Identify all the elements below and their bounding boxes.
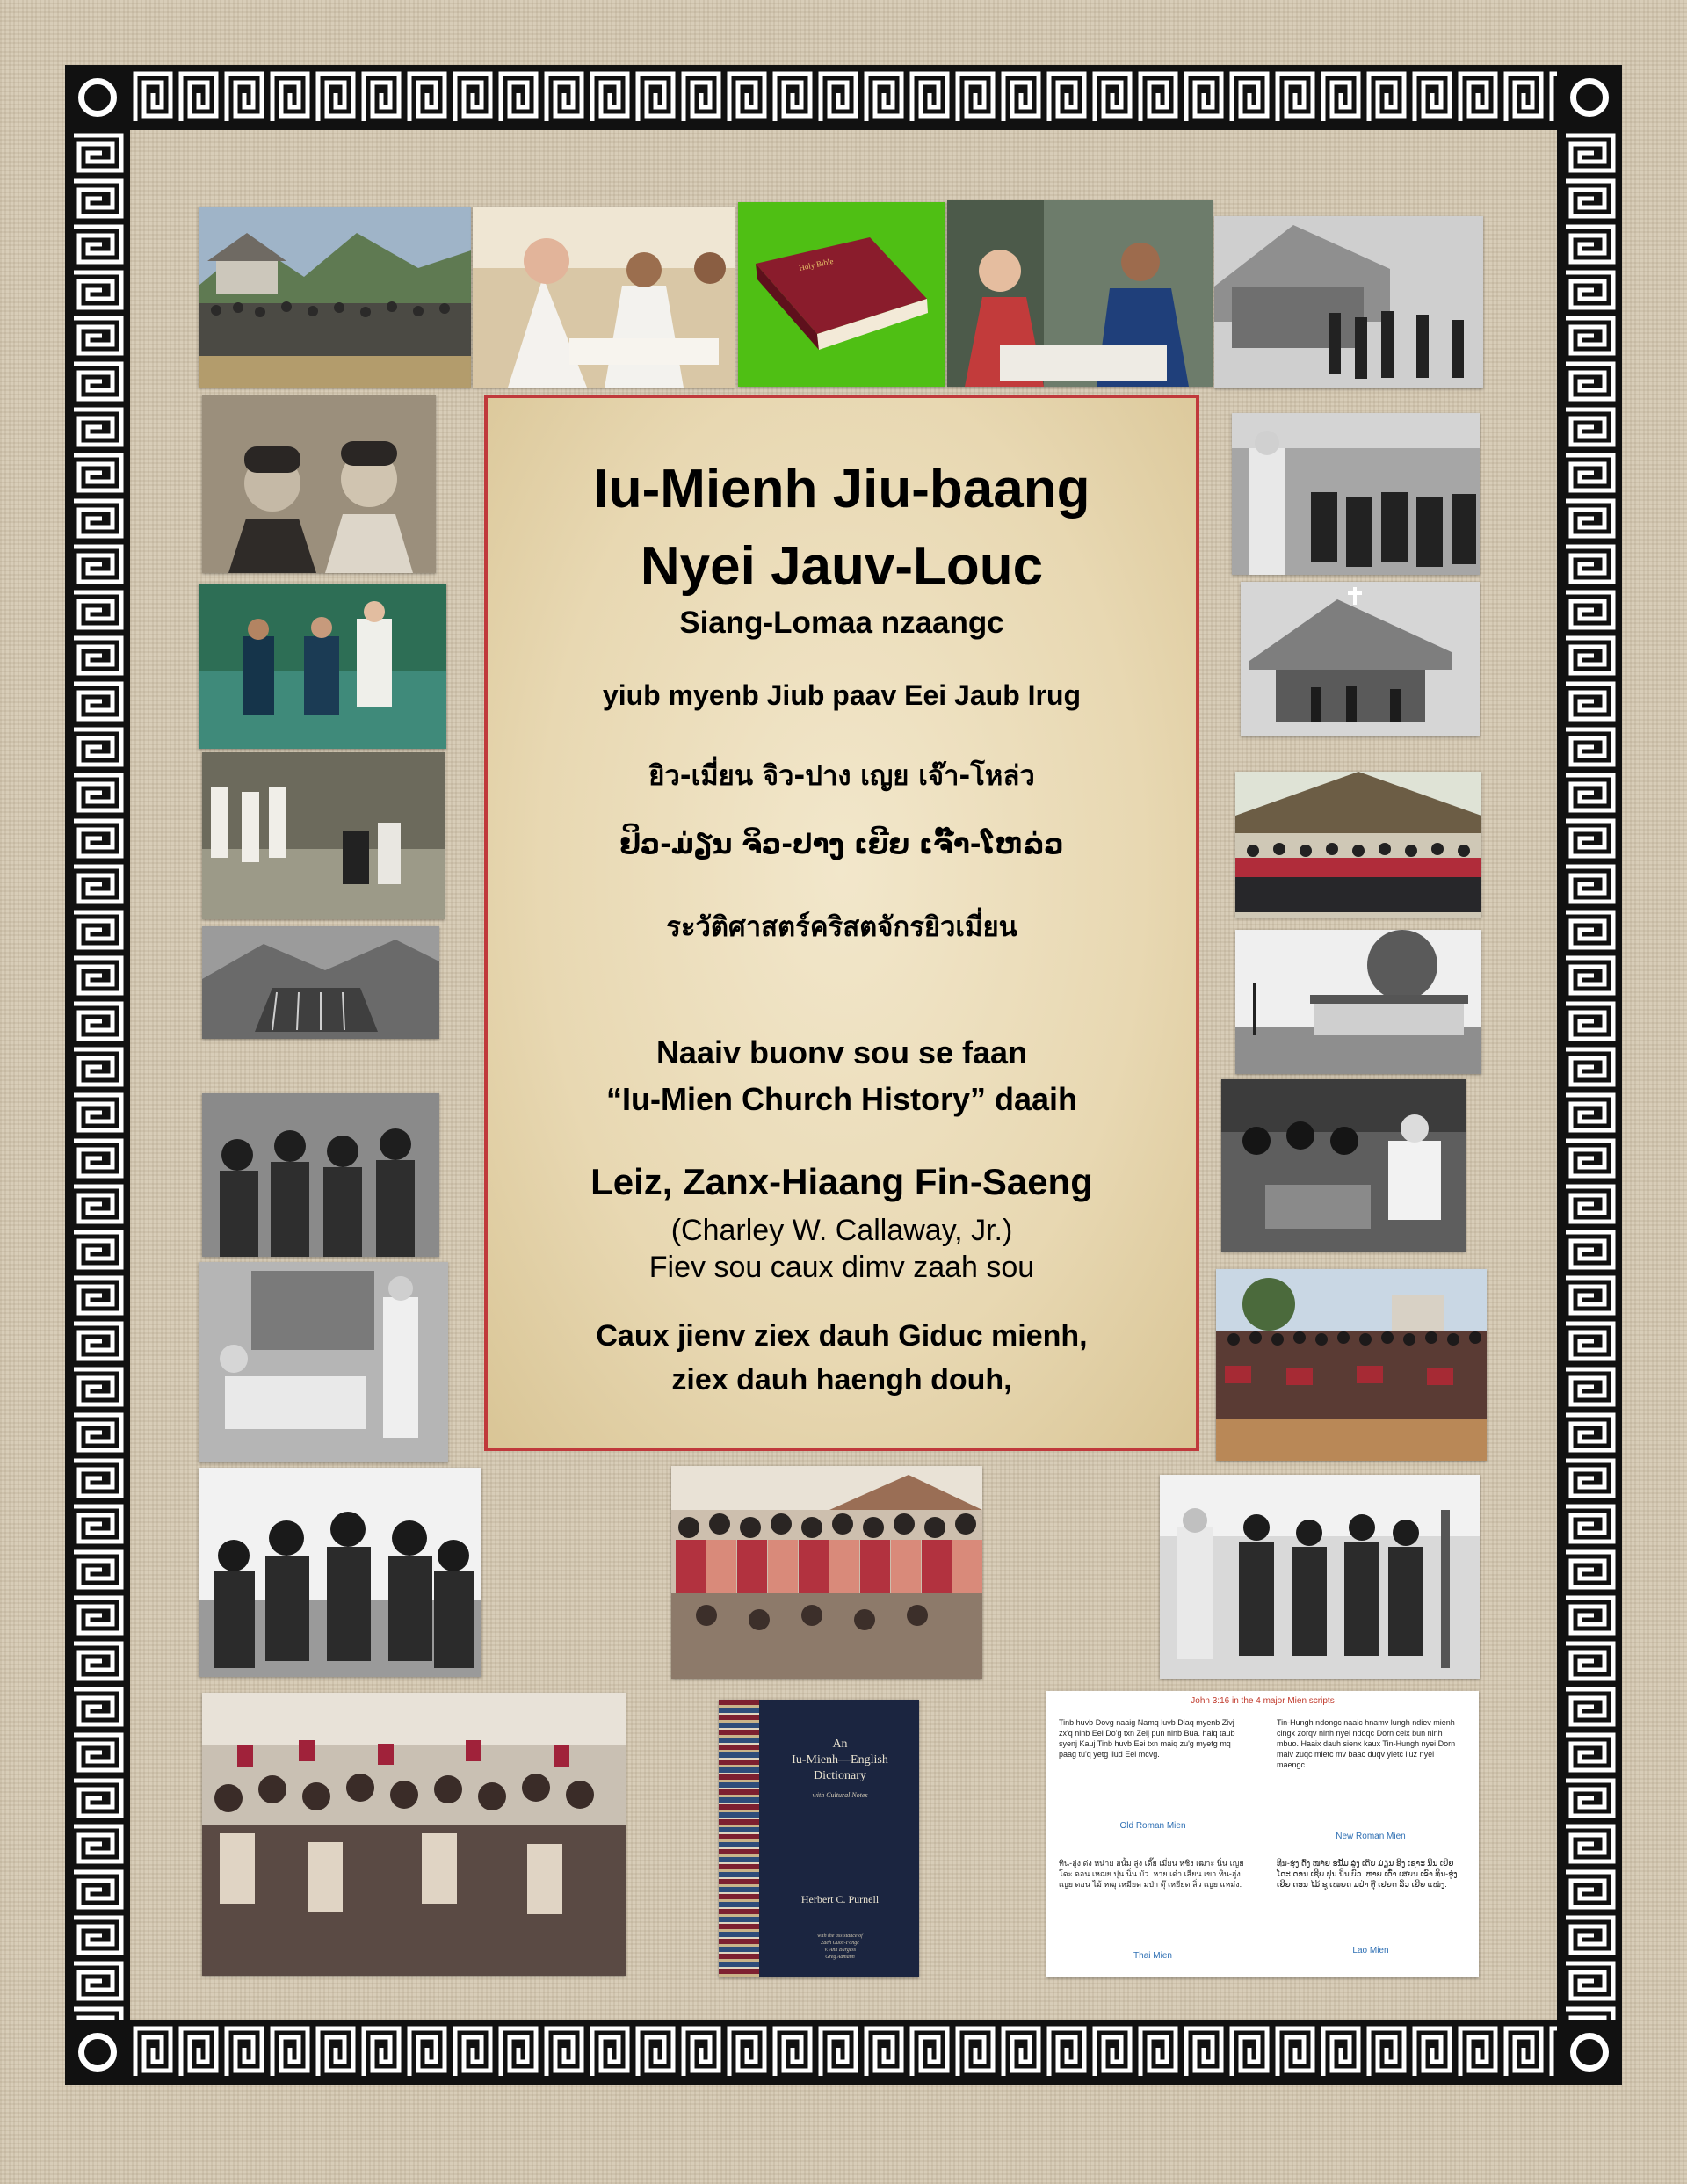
photo-church-building-field <box>1235 930 1481 1074</box>
photo-village-houses <box>202 926 439 1039</box>
dictionary-assistant: V. Ann Burgess <box>823 1948 857 1953</box>
photo-bible-book <box>738 202 945 387</box>
dictionary-title-main: Iu-Mienh—English <box>792 1753 888 1767</box>
contributors-line <box>488 1314 1196 1402</box>
corner-ornament <box>67 67 128 128</box>
new-roman-mien-text: Tin-Hungh ndongc naaic hnamv lungh ndiev mienh cingx zorqv ninh nyei ndoqc Dorn celx bun ninh mbuo. Haaix dauh sienx kaux Tin-Hungh nyei Dorn maiv zuqc mietc mv baac duqv yietc liuz nyei maengc. <box>1277 1718 1456 1769</box>
title-lao-mien: ຢິວ-ມ່ຽນ ຈິວ-ປາງ ເຍີຍ ເຈົ໊າ-ໂຫລ່ວ <box>619 829 1064 860</box>
corner-ornament <box>1559 67 1620 128</box>
book-title <box>488 451 1196 606</box>
translation-note-line-1: Naaiv buonv sou se faan <box>655 1034 1028 1070</box>
photo-schoolchildren-crowd <box>1216 1269 1487 1461</box>
border-bottom <box>130 2020 1557 2085</box>
photo-translators-table <box>473 207 735 388</box>
lao-mien-label: Lao Mien <box>1352 1946 1389 1955</box>
dictionary-spine-pattern <box>719 1700 759 1977</box>
title-thai-mien: ยิว-เมี่ยน จิว-ปาง เญย เจ๊า-โหล่ว <box>648 760 1035 792</box>
book-title-line-2: Nyei Jauv-Louc <box>640 536 1044 597</box>
photo-congregation-shelter <box>1235 772 1481 918</box>
photo-thatched-house-group <box>1214 216 1483 388</box>
dictionary-title <box>768 1737 912 1784</box>
corner-ornament <box>67 2021 128 2083</box>
author-name: Leiz, Zanx-Hiaang Fin-Saeng <box>590 1161 1093 1202</box>
photo-women-group <box>202 1093 439 1257</box>
photo-family-group-outdoors <box>1160 1475 1480 1679</box>
photo-women-reading <box>199 1468 481 1677</box>
photo-preacher-congregation <box>1232 413 1480 575</box>
thai-mien-label: Thai Mien <box>1133 1951 1172 1961</box>
title-thai: ระวัติศาสตร์คริสตจักรยิวเมี่ยน <box>666 911 1017 943</box>
contributors-line-2: ziex dauh haengh douh, <box>671 1363 1012 1397</box>
author-details <box>488 1212 1196 1286</box>
translation-note <box>488 1029 1196 1122</box>
john-card-title: John 3:16 in the 4 major Mien scripts <box>1191 1696 1335 1706</box>
border-left <box>65 130 130 2020</box>
dictionary-title-dict: Dictionary <box>814 1769 866 1782</box>
dictionary-assistant: Zaeh Guox-Fongc <box>821 1941 859 1946</box>
dictionary-author: Herbert C. Purnell <box>800 1893 880 1905</box>
photo-teacher-seated-women <box>1221 1079 1466 1252</box>
new-roman-mien-label: New Roman Mien <box>1336 1832 1406 1841</box>
photo-church-hut-cross <box>1241 582 1480 736</box>
dictionary-assistance-label: with the assistance of <box>817 1934 863 1939</box>
book-subtitle: Siang-Lomaa nzaangc <box>679 606 1004 640</box>
old-roman-mien-text: Tinb huvb Dovg naaig Namq luvb Diaq myenb Zivj zx'q ninb Eei Do'g txn Zeij pun ninb Bua. haiq taub syenj Kauj Tinb huvb Eei txn maiq zu'g myetg mq paag tu'q yetg liud Eei mcvg. <box>1059 1718 1235 1759</box>
translation-note-line-2: “Iu-Mien Church History” daaih <box>605 1081 1078 1117</box>
photo-baptism-river-1 <box>199 584 446 749</box>
dictionary-assistant: Greg Aamann <box>825 1955 855 1960</box>
author-english-name: (Charley W. Callaway, Jr.) <box>670 1214 1013 1247</box>
dictionary-subtitle: with Cultural Notes <box>812 1791 868 1799</box>
lao-mien-text: ທິນ-ຮູ່ງ ດົ່ງ ໜາ່ຍ ຮນັ້ມ ລູ່ງ ເດ໊ຍ ມ່ຽນ ຊິງ ເຊາະ ນິ່ນ ເຍີຍ ໂດະ ດອນ ເຊີຍ ປຸນ ນິ່ນ ບົວ. ຫາຍ ເດົ໋າ ເສຍນ ເຂົາ ທິນ-ຮູ່ງ ເຍີຍ ດອນ ໄມ້ ຊຸ ເໝຍດ ມປ່າ ຕຸ໊ ເຢຍດ ລິ່ວ ເຍີຍ ແໝ່ງ. <box>1277 1859 1458 1889</box>
old-roman-mien-label: Old Roman Mien <box>1119 1821 1186 1831</box>
bible-spine-text: Holy Bible <box>798 256 835 272</box>
thai-mien-text: ทิน-ฮู่ง ด่ง หน่าย ฮนั้ม ลู่ง เดี๊ย เมี่ยน หชิง เฒาะ นิ่น เญย โดะ ดอน เหฌย ปุน นิ่น บัว. หาย เด๋า เสียน เขา ทิน-ฮู่ง เญย ดอน ไม้ หฒุ เหมียด มป่า ตุ๊ เหยียด ลิ่ว เญย แหม่ง. <box>1059 1859 1244 1889</box>
photo-woman-man-desk <box>947 200 1213 387</box>
title-line-yiub: yiub myenb Jiub paav Eei Jaub Irug <box>602 679 1082 711</box>
photo-congregation-raised-bibles <box>202 1693 626 1976</box>
title-panel <box>484 395 1199 1451</box>
dictionary-title-an: An <box>832 1738 848 1751</box>
photo-village-crowd <box>199 207 471 388</box>
author-role: Fiev sou caux dimv zaah sou <box>648 1251 1035 1284</box>
photo-office-desk <box>199 1262 448 1462</box>
photo-baptism-river-2 <box>202 752 445 919</box>
corner-ornament <box>1559 2021 1620 2083</box>
contributors-line-1: Caux jienv ziex dauh Giduc mienh, <box>596 1319 1088 1353</box>
border-right <box>1557 130 1622 2020</box>
photo-children-crowd-color <box>671 1466 982 1679</box>
dictionary-book-cover <box>719 1700 919 1977</box>
photo-mien-couple <box>202 395 436 573</box>
border-top <box>130 65 1557 130</box>
dictionary-assistance <box>768 1933 912 1961</box>
john-3-16-scripts-card <box>1046 1691 1479 1977</box>
book-title-line-1: Iu-Mienh Jiu-baang <box>593 459 1090 519</box>
